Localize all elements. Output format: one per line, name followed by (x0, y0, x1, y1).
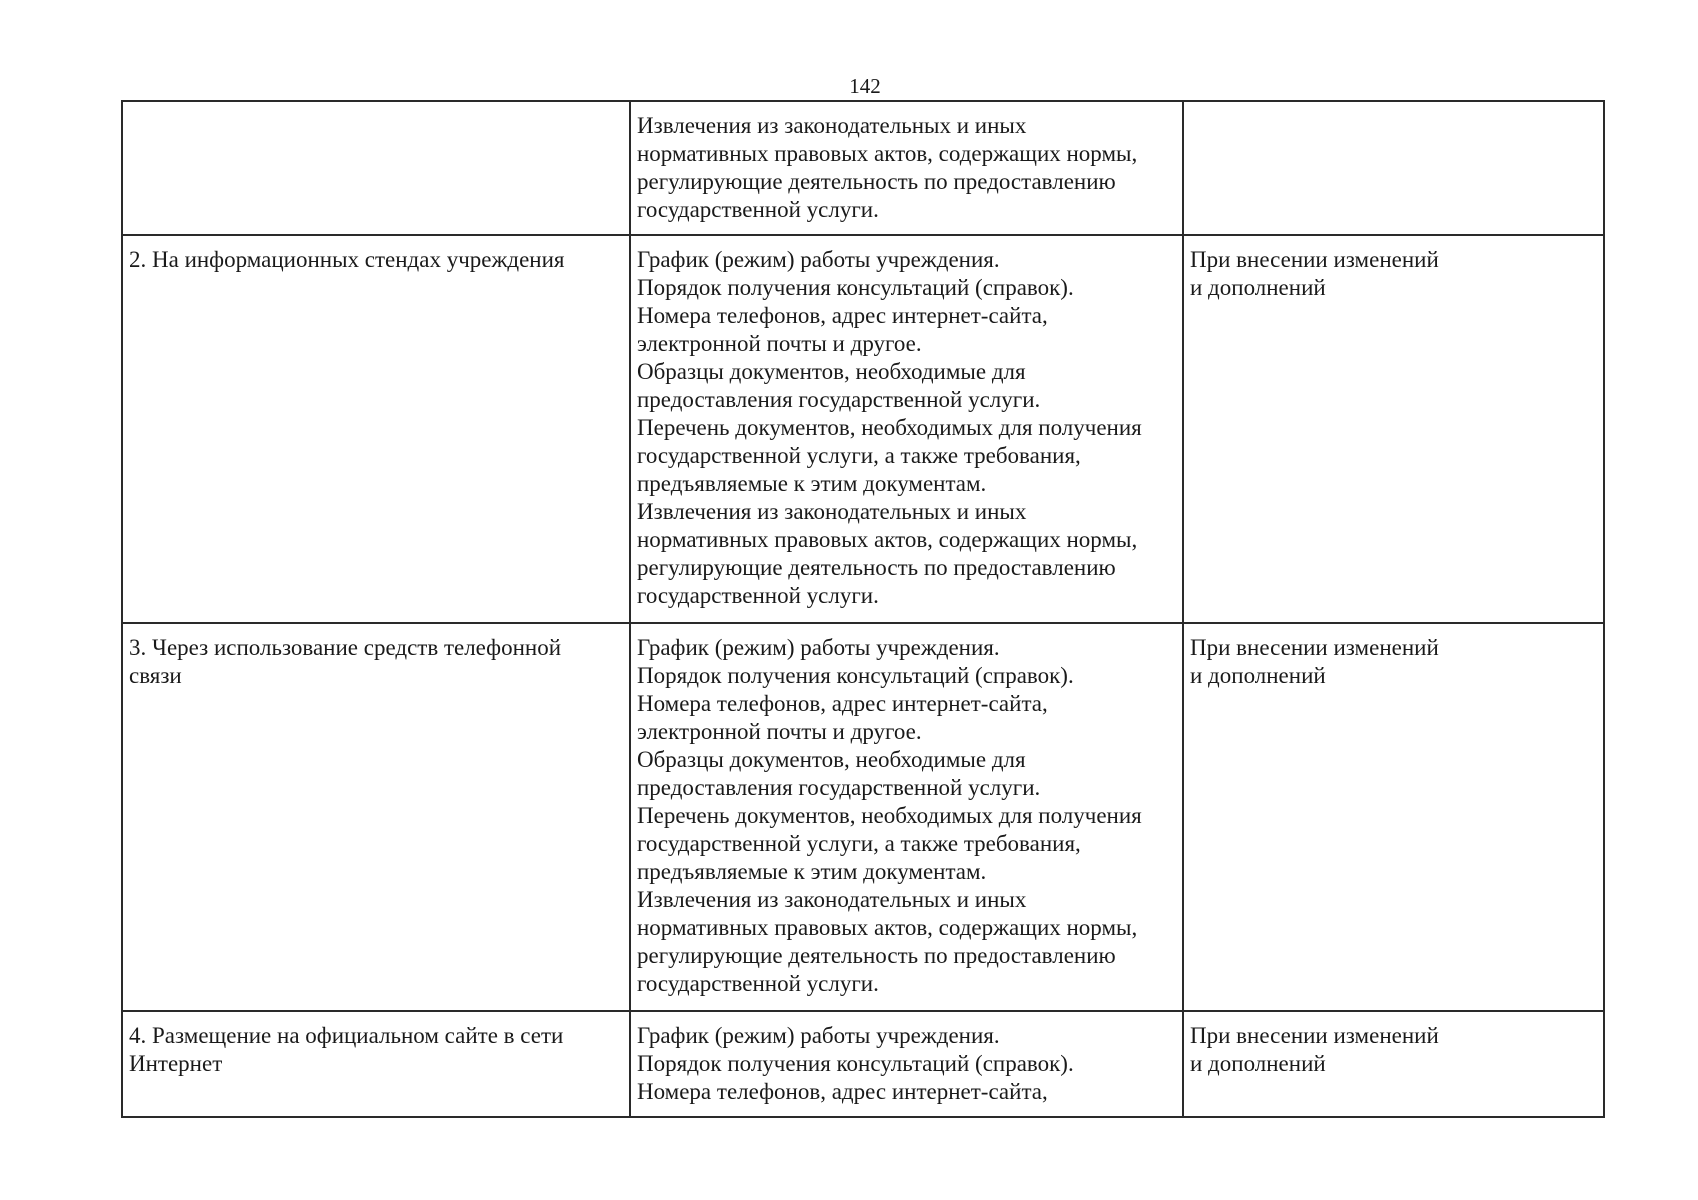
frequency-cell (1183, 1011, 1604, 1117)
content-cell (630, 623, 1183, 1011)
content-line: государственной услуги. (637, 197, 879, 222)
place-line: 2. На информационных стендах учреждения (129, 247, 565, 272)
content-cell (630, 235, 1183, 623)
content-cell (630, 101, 1183, 235)
frequency-line: При внесении изменений (1190, 635, 1439, 660)
content-line: Извлечения из законодательных и иных (637, 887, 1027, 912)
content-line: График (режим) работы учреждения. (637, 247, 1000, 272)
frequency-cell (1183, 623, 1604, 1011)
content-line: регулирующие деятельность по предоставлению (637, 169, 1116, 194)
place-cell (122, 101, 630, 235)
frequency-cell (1183, 101, 1604, 235)
content-line: предоставления государственной услуги. (637, 387, 1041, 412)
place-line: Интернет (129, 1051, 223, 1076)
content-line: Номера телефонов, адрес интернет-сайта, (637, 1079, 1048, 1104)
frequency-line: При внесении изменений (1190, 247, 1439, 272)
place-cell (122, 1011, 630, 1117)
content-line: Извлечения из законодательных и иных (637, 499, 1027, 524)
frequency-line: При внесении изменений (1190, 1023, 1439, 1048)
content-line: Перечень документов, необходимых для получения (637, 415, 1142, 440)
table-row (122, 101, 1604, 235)
content-line: регулирующие деятельность по предоставлению (637, 555, 1116, 580)
content-line: электронной почты и другое. (637, 719, 922, 744)
content-line: нормативных правовых актов, содержащих нормы, (637, 141, 1138, 166)
content-line: Порядок получения консультаций (справок). (637, 663, 1074, 688)
content-line: Порядок получения консультаций (справок). (637, 275, 1074, 300)
content-line: предоставления государственной услуги. (637, 775, 1041, 800)
content-line: предъявляемые к этим документам. (637, 859, 987, 884)
content-line: государственной услуги, а также требования, (637, 443, 1081, 468)
content-line: электронной почты и другое. (637, 331, 922, 356)
content-line: Образцы документов, необходимые для (637, 747, 1026, 772)
page-number: 142 (849, 74, 881, 98)
content-line: государственной услуги. (637, 971, 879, 996)
frequency-cell (1183, 235, 1604, 623)
frequency-line: и дополнений (1190, 275, 1326, 300)
table-row (122, 235, 1604, 623)
content-line: нормативных правовых актов, содержащих нормы, (637, 527, 1138, 552)
place-line: 4. Размещение на официальном сайте в сети (129, 1023, 564, 1048)
content-line: Номера телефонов, адрес интернет-сайта, (637, 691, 1048, 716)
frequency-line: и дополнений (1190, 663, 1326, 688)
place-line: 3. Через использование средств телефонной (129, 635, 562, 660)
content-cell (630, 1011, 1183, 1117)
place-line: связи (129, 663, 182, 688)
content-line: Перечень документов, необходимых для получения (637, 803, 1142, 828)
content-line: предъявляемые к этим документам. (637, 471, 987, 496)
place-cell (122, 623, 630, 1011)
table-row (122, 1011, 1604, 1117)
content-line: График (режим) работы учреждения. (637, 1023, 1000, 1048)
content-line: регулирующие деятельность по предоставлению (637, 943, 1116, 968)
content-line: Порядок получения консультаций (справок). (637, 1051, 1074, 1076)
content-line: Извлечения из законодательных и иных (637, 113, 1027, 138)
content-line: Образцы документов, необходимые для (637, 359, 1026, 384)
info-table (121, 100, 1605, 1118)
place-cell (122, 235, 630, 623)
content-line: Номера телефонов, адрес интернет-сайта, (637, 303, 1048, 328)
content-line: График (режим) работы учреждения. (637, 635, 1000, 660)
content-line: государственной услуги, а также требования, (637, 831, 1081, 856)
content-line: нормативных правовых актов, содержащих нормы, (637, 915, 1138, 940)
frequency-line: и дополнений (1190, 1051, 1326, 1076)
table-row (122, 623, 1604, 1011)
content-line: государственной услуги. (637, 583, 879, 608)
